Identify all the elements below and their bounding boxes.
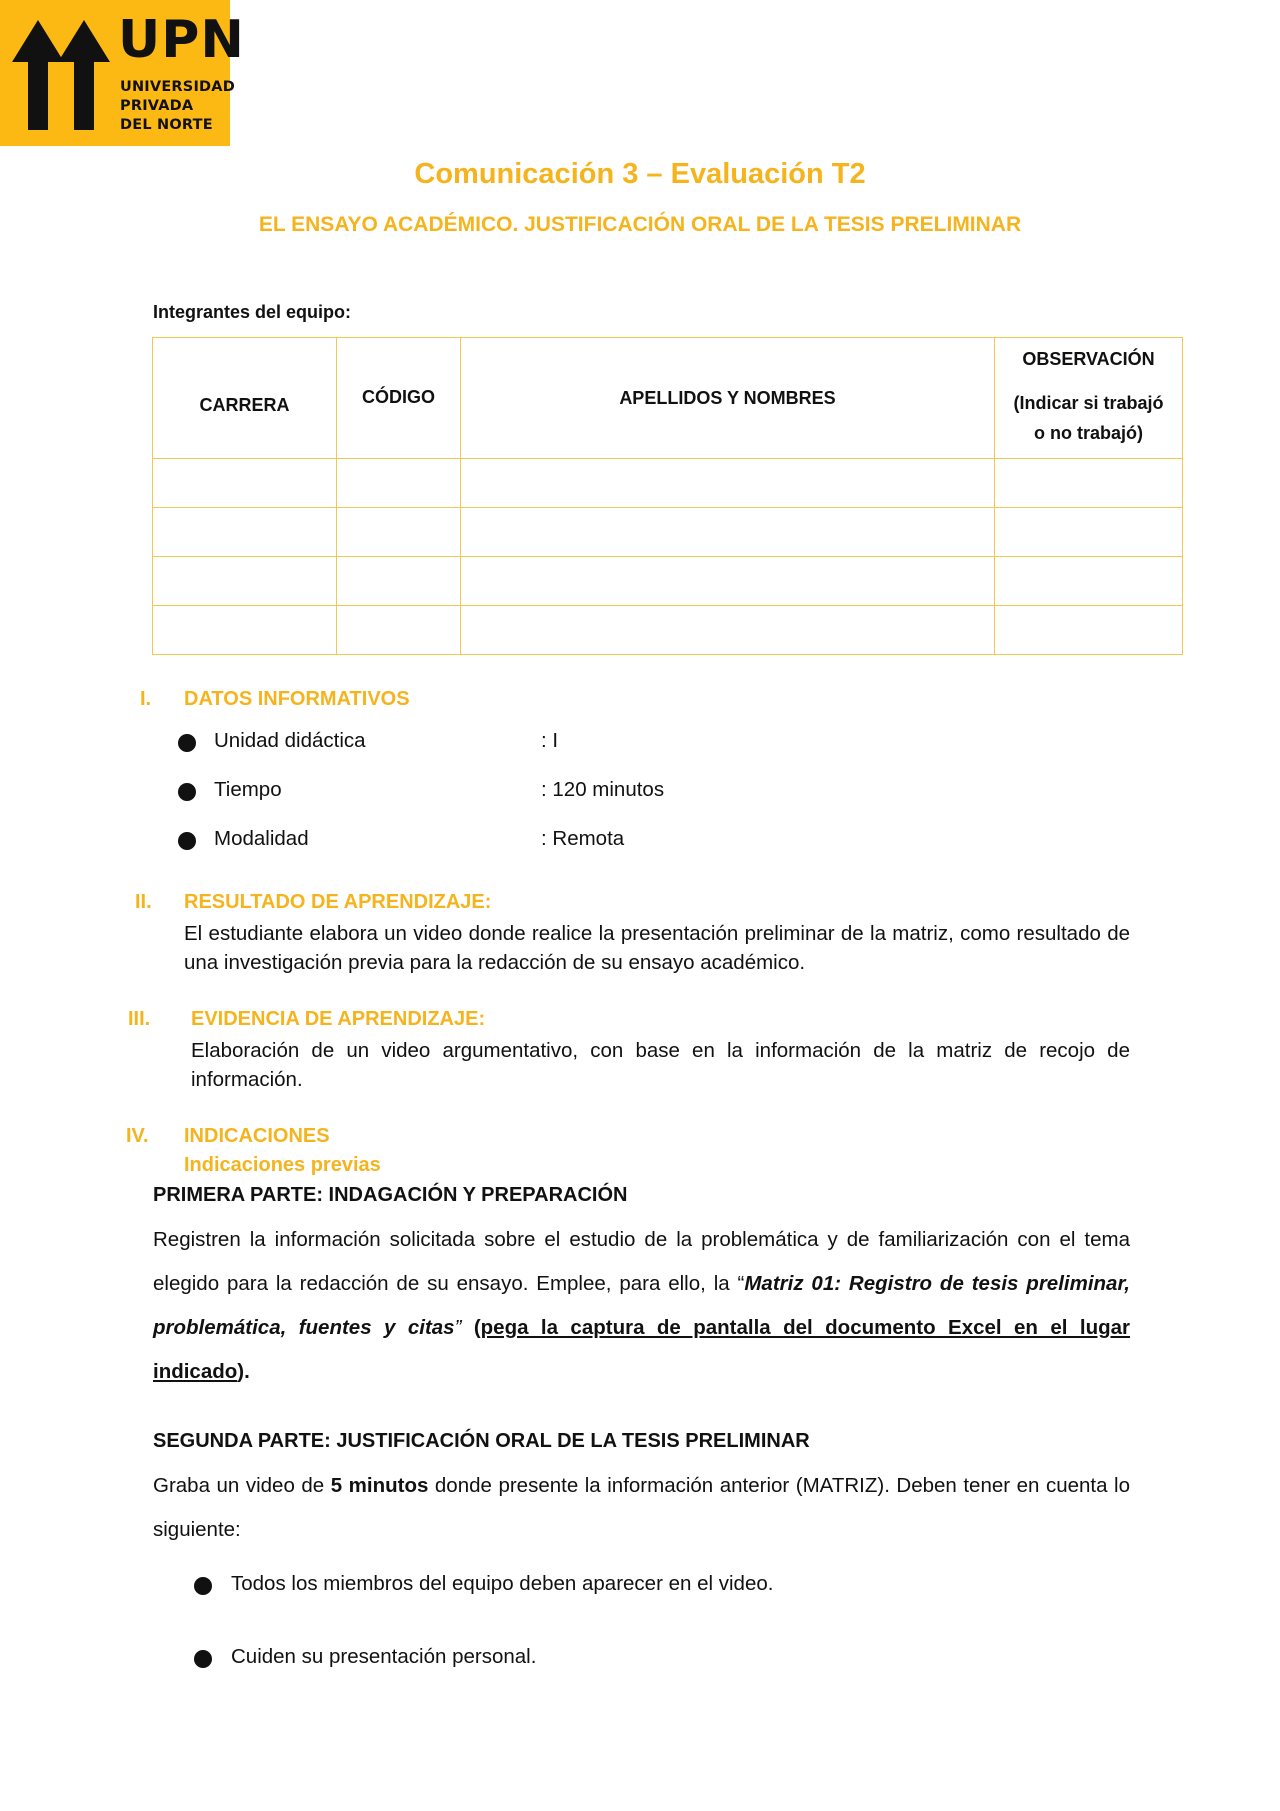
part-1-text: Registren la información solicitada sobre el estudio de la problemática y de familiarización con el tema elegido para la redacción de su ensayo. Emplee, para ello, la “Matriz 01: Registro de tesis preliminar, problemática, fuentes y citas” (pega la captura de pantalla del documento Excel en el lugar indicado). bbox=[153, 1228, 1131, 1383]
cell-carrera[interactable] bbox=[153, 508, 337, 557]
document-subtitle: EL ENSAYO ACADÉMICO. JUSTIFICACIÓN ORAL DE LA TESIS PRELIMINAR bbox=[258, 213, 1022, 236]
section-2-title: RESULTADO DE APRENDIZAJE: bbox=[184, 891, 492, 913]
table-row bbox=[153, 557, 1183, 606]
cell-observacion[interactable] bbox=[995, 557, 1183, 606]
bullet-icon bbox=[194, 1577, 212, 1595]
item-unidad-value: : I bbox=[541, 729, 559, 752]
document-title: Comunicación 3 – Evaluación T2 bbox=[414, 158, 866, 190]
team-label: Integrantes del equipo: bbox=[153, 302, 352, 322]
logo-name: UPN bbox=[118, 10, 245, 70]
item-modalidad-value: : Remota bbox=[541, 827, 625, 850]
bullet-icon bbox=[178, 783, 196, 801]
logo-line-3: DEL NORTE bbox=[120, 117, 213, 133]
header-observacion: OBSERVACIÓN (Indicar si trabajó o no trabajó) bbox=[995, 338, 1183, 459]
cell-nombres[interactable] bbox=[461, 508, 995, 557]
table-header-row bbox=[153, 338, 1183, 459]
part-2-text: Graba un video de 5 minutos donde presente la información anterior (MATRIZ). Deben tener en cuenta lo siguiente: bbox=[153, 1474, 1130, 1541]
section-4-title: INDICACIONES bbox=[184, 1125, 330, 1147]
upn-logo bbox=[0, 0, 245, 146]
header-codigo: CÓDIGO bbox=[337, 338, 461, 459]
cell-codigo[interactable] bbox=[337, 459, 461, 508]
arrows-logo-icon bbox=[10, 14, 114, 132]
logo-line-1: UNIVERSIDAD bbox=[120, 79, 235, 95]
section-2-text: El estudiante elabora un video donde realice la presentación preliminar de la matriz, como resultado de una investigación previa para la redacción de su ensayo académico. bbox=[184, 922, 1130, 974]
cell-codigo[interactable] bbox=[337, 557, 461, 606]
header-nombres: APELLIDOS Y NOMBRES bbox=[461, 338, 995, 459]
cell-codigo[interactable] bbox=[337, 606, 461, 655]
cell-codigo[interactable] bbox=[337, 508, 461, 557]
section-2-number: II. bbox=[135, 891, 152, 913]
part-2-bullet-2: Cuiden su presentación personal. bbox=[231, 1645, 537, 1668]
bullet-icon bbox=[178, 734, 196, 752]
bullet-icon bbox=[178, 832, 196, 850]
cell-nombres[interactable] bbox=[461, 557, 995, 606]
cell-carrera[interactable] bbox=[153, 557, 337, 606]
cell-observacion[interactable] bbox=[995, 508, 1183, 557]
section-3-number: III. bbox=[128, 1008, 151, 1030]
table-row bbox=[153, 606, 1183, 655]
cell-nombres[interactable] bbox=[461, 459, 995, 508]
section-4-number: IV. bbox=[126, 1125, 149, 1147]
item-tiempo-label: Tiempo bbox=[214, 778, 282, 801]
cell-carrera[interactable] bbox=[153, 459, 337, 508]
item-unidad-label: Unidad didáctica bbox=[214, 729, 366, 752]
team-table bbox=[152, 337, 1183, 655]
bullet-icon bbox=[194, 1650, 212, 1668]
section-1-title: DATOS INFORMATIVOS bbox=[184, 688, 410, 710]
section-4-subtitle: Indicaciones previas bbox=[184, 1154, 381, 1176]
part-2-bullet-1: Todos los miembros del equipo deben aparecer en el video. bbox=[231, 1572, 774, 1595]
section-3-title: EVIDENCIA DE APRENDIZAJE: bbox=[191, 1008, 486, 1030]
part-1-title: PRIMERA PARTE: INDAGACIÓN Y PREPARACIÓN bbox=[153, 1184, 628, 1206]
cell-carrera[interactable] bbox=[153, 606, 337, 655]
section-3-text: Elaboración de un video argumentativo, con base en la información de la matriz de recojo de información. bbox=[191, 1039, 1130, 1091]
section-1-number: I. bbox=[140, 688, 152, 710]
logo-line-2: PRIVADA bbox=[120, 98, 194, 114]
item-modalidad-label: Modalidad bbox=[214, 827, 309, 850]
item-tiempo-value: : 120 minutos bbox=[541, 778, 665, 801]
cell-observacion[interactable] bbox=[995, 459, 1183, 508]
part-2-title: SEGUNDA PARTE: JUSTIFICACIÓN ORAL DE LA TESIS PRELIMINAR bbox=[153, 1430, 810, 1452]
cell-nombres[interactable] bbox=[461, 606, 995, 655]
header-carrera: CARRERA bbox=[153, 338, 337, 459]
table-row bbox=[153, 508, 1183, 557]
table-row bbox=[153, 459, 1183, 508]
cell-observacion[interactable] bbox=[995, 606, 1183, 655]
